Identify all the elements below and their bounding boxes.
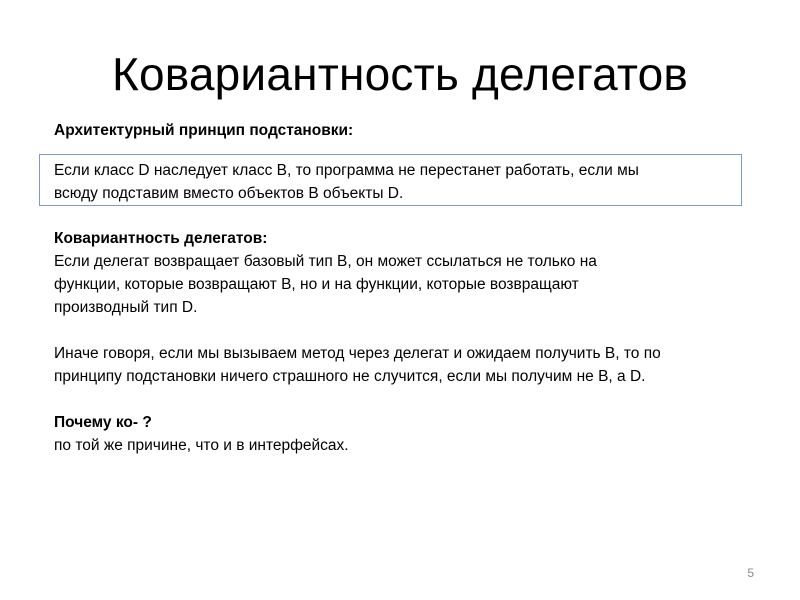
covariance-heading: Ковариантность делегатов:	[54, 230, 268, 247]
covariance-line: Если делегат возвращает базовый тип B, он может ссылаться не только на	[54, 253, 597, 270]
why-heading: Почему ко- ?	[54, 414, 152, 431]
principle-heading-block	[54, 119, 764, 142]
page-number: 5	[747, 566, 754, 580]
why-text: по той же причине, что и в интерфейсах.	[54, 437, 349, 454]
otherwise-line: Иначе говоря, если мы вызываем метод через делегат и ожидаем получить B, то по	[54, 345, 661, 362]
body-text	[54, 227, 764, 457]
principle-text-line: Если класс D наследует класс B, то программа не перестанет работать, если мы	[54, 162, 639, 179]
principle-text-line: всюду подставим вместо объектов B объекты D.	[54, 185, 404, 202]
otherwise-line: принципу подстановки ничего страшного не случится, если мы получим не B, а D.	[54, 368, 646, 385]
covariance-line: функции, которые возвращают B, но и на функции, которые возвращают	[54, 276, 579, 293]
spacer	[54, 319, 764, 342]
covariance-line: производный тип D.	[54, 299, 198, 316]
slide-title: Ковариантность делегатов	[111, 48, 689, 100]
principle-text	[54, 159, 754, 205]
spacer	[54, 388, 764, 411]
principle-heading: Архитектурный принцип подстановки:	[54, 122, 354, 139]
